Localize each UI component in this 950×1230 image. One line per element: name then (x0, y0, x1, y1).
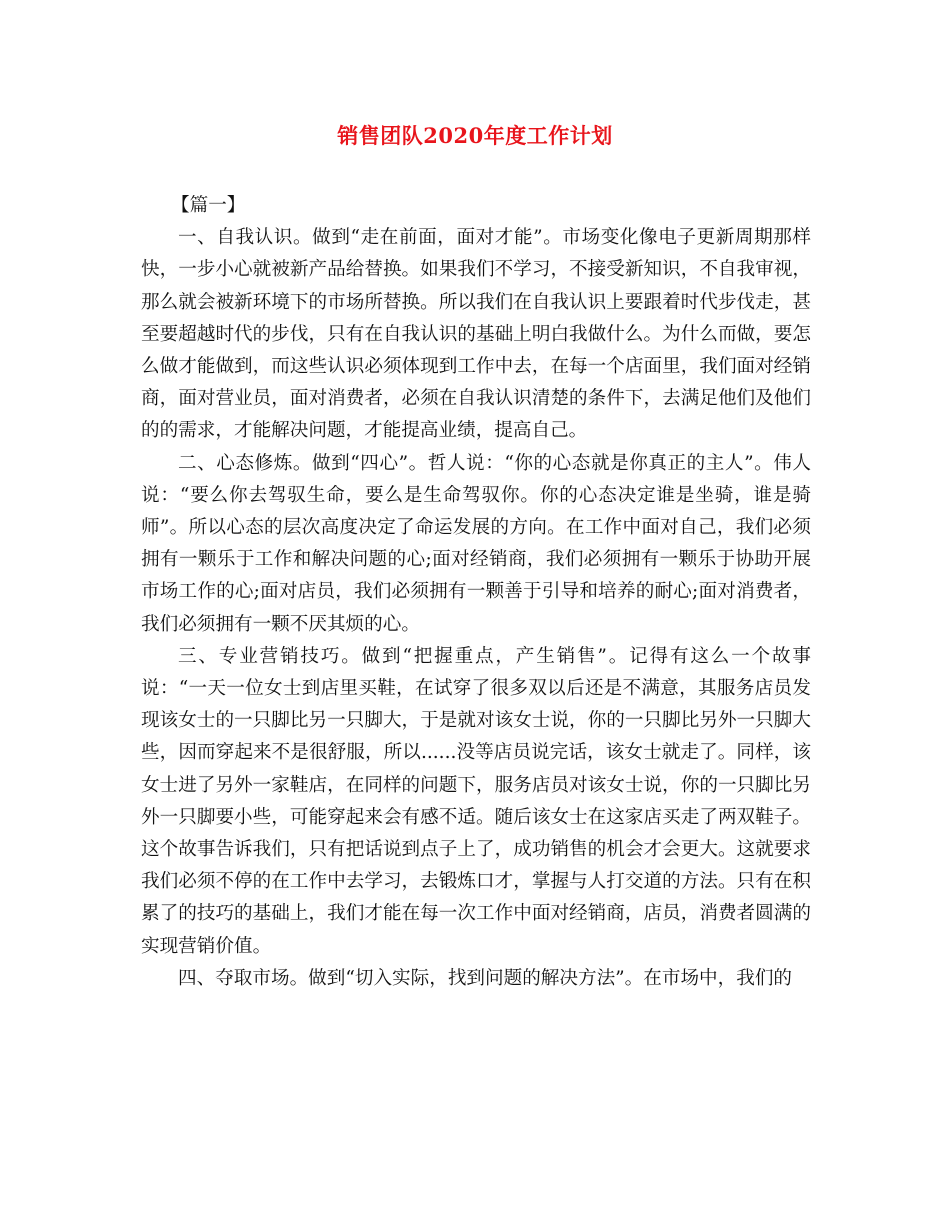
paragraph-market: 四、夺取市场。做到“切入实际，找到问题的解决方法”。在市场中，我们的 (178, 967, 793, 989)
paragraph-self-awareness: 一、自我认识。做到“走在前面，面对才能”。市场变化像电子更新周期那样快，一步小心就被新产品给替换。如果我们不学习，不接受新知识，不自我审视，那么就会被新环境下的市场所替换。所以我们在自我认识上要跟着时代步伐走，甚至要超越时代的步伐，只有在自我认识的基础上明白我做什么。为什么而做，要怎么做才能做到，而这些认识必须体现到工作中去，在每一个店面里，我们面对经销商，面对营业员，面对消费者，必须在自我认识清楚的条件下，去满足他们及他们的的需求，才能解决问题，才能提高业绩，提高自己。 (141, 227, 811, 442)
paragraph-sales-skills: 三、专业营销技巧。做到“把握重点，产生销售”。记得有这么一个故事说：“一天一位女士到店里买鞋，在试穿了很多双以后还是不满意，其服务店员发现该女士的一只脚比另一只脚大，于是就对该女士说，你的一只脚比另外一只脚大些，因而穿起来不是很舒服，所以......没等店员说完话，该女士就走了。同样，该女士进了另外一家鞋店，在同样的问题下，服务店员对该女士说，你的一只脚比另外一只脚要小些，可能穿起来会有感不适。随后该女士在这家店买走了两双鞋子。这个故事告诉我们，只有把话说到点子上了，成功销售的机会才会更大。这就要求我们必须不停的在工作中去学习，去锻炼口才，掌握与人打交道的方法。只有在积累了的技巧的基础上，我们才能在每一次工作中面对经销商，店员，消费者圆满的实现营销价值。 (141, 645, 811, 957)
paragraph-mindset: 二、心态修炼。做到“四心”。哲人说：“你的心态就是你真正的主人”。伟人说：“要么你去驾驭生命，要么是生命驾驭你。你的心态决定谁是坐骑，谁是骑师”。所以心态的层次高度决定了命运发展的方向。在工作中面对自己，我们必须拥有一颗乐于工作和解决问题的心;面对经销商，我们必须拥有一颗乐于协助开展市场工作的心;面对店员，我们必须拥有一颗善于引导和培养的耐心;面对消费者，我们必须拥有一颗不厌其烦的心。 (141, 452, 811, 635)
document-body (141, 190, 811, 995)
document-title: 销售团队2020年度工作计划 (337, 123, 613, 148)
section-label: 【篇一】 (171, 195, 246, 216)
